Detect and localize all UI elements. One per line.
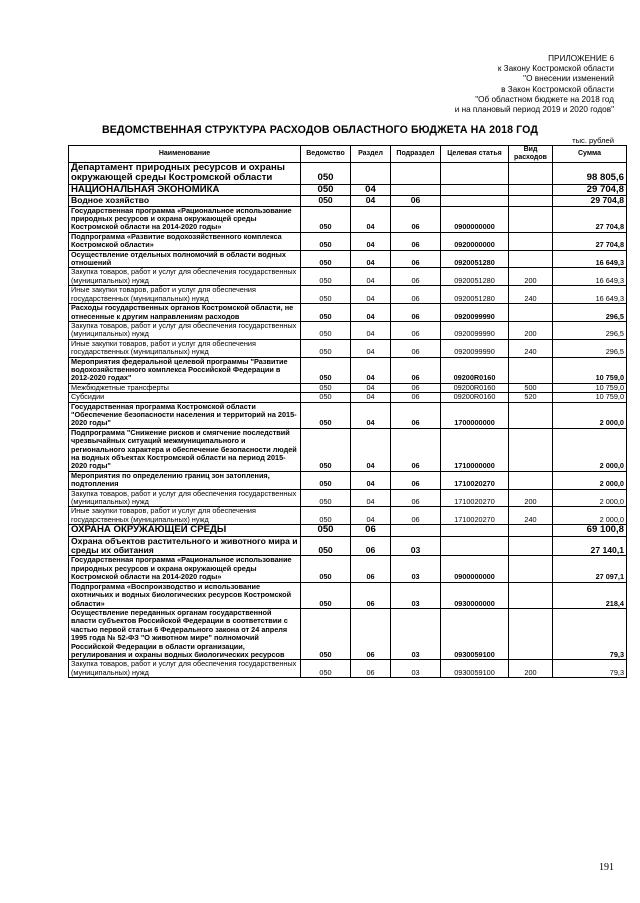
cell-razdel: 04 — [351, 206, 391, 232]
cell-summa: 218,4 — [553, 582, 627, 608]
cell-vid-rashodov — [509, 556, 553, 582]
cell-razdel: 04 — [351, 268, 391, 286]
cell-vid-rashodov — [509, 232, 553, 250]
cell-vid-rashodov: 200 — [509, 489, 553, 507]
cell-podrazdel — [391, 163, 441, 185]
cell-vedomstvo: 050 — [301, 660, 351, 678]
table-row — [69, 402, 627, 428]
cell-podrazdel: 03 — [391, 608, 441, 659]
cell-vedomstvo: 050 — [301, 582, 351, 608]
cell-summa: 27 704,8 — [553, 232, 627, 250]
cell-vid-rashodov — [509, 163, 553, 185]
cell-vid-rashodov: 240 — [509, 507, 553, 525]
cell-name: Закупка товаров, работ и услуг для обеспечения государственных (муниципальных) нужд — [69, 268, 301, 286]
cell-vedomstvo: 050 — [301, 163, 351, 185]
cell-vedomstvo: 050 — [301, 393, 351, 402]
table-row — [69, 232, 627, 250]
cell-celevaya-statya: 1710020270 — [441, 471, 509, 489]
cell-podrazdel: 06 — [391, 339, 441, 357]
appendix-line: и на плановый период 2019 и 2020 годов" — [454, 105, 614, 115]
table-row — [69, 163, 627, 185]
appendix-line: к Закону Костромской области — [497, 64, 614, 74]
cell-celevaya-statya — [441, 196, 509, 206]
cell-summa: 16 649,3 — [553, 286, 627, 304]
cell-razdel: 04 — [351, 286, 391, 304]
cell-razdel: 04 — [351, 196, 391, 206]
cell-vid-rashodov — [509, 206, 553, 232]
table-row — [69, 206, 627, 232]
cell-name: Подпрограмма «Развитие водохозяйственного комплекса Костромской области» — [69, 232, 301, 250]
cell-summa: 29 704,8 — [553, 196, 627, 206]
cell-celevaya-statya: 09200R0160 — [441, 383, 509, 392]
cell-vedomstvo: 050 — [301, 471, 351, 489]
cell-celevaya-statya: 1710000000 — [441, 428, 509, 471]
header-razdel: Раздел — [351, 146, 391, 163]
cell-podrazdel: 06 — [391, 268, 441, 286]
cell-podrazdel: 06 — [391, 232, 441, 250]
table-row — [69, 525, 627, 536]
cell-razdel — [351, 163, 391, 185]
cell-vedomstvo: 050 — [301, 196, 351, 206]
table-row — [69, 582, 627, 608]
cell-celevaya-statya: 0900000000 — [441, 556, 509, 582]
cell-name: Государственная программа «Рациональное использование природных ресурсов и охрана окружающей среды Костромской области на 2014-2020 годы» — [69, 556, 301, 582]
cell-vedomstvo: 050 — [301, 357, 351, 383]
cell-vedomstvo: 050 — [301, 507, 351, 525]
cell-podrazdel: 06 — [391, 196, 441, 206]
cell-vedomstvo: 050 — [301, 268, 351, 286]
cell-summa: 27 140,1 — [553, 536, 627, 556]
cell-vid-rashodov — [509, 608, 553, 659]
cell-vid-rashodov — [509, 357, 553, 383]
cell-name: Мероприятия федеральной целевой программы "Развитие водохозяйственного комплекса Российской Федерации в 2012-2020 годах" — [69, 357, 301, 383]
cell-podrazdel: 06 — [391, 507, 441, 525]
cell-vid-rashodov — [509, 582, 553, 608]
cell-vedomstvo: 050 — [301, 250, 351, 268]
cell-celevaya-statya: 0920051280 — [441, 250, 509, 268]
cell-celevaya-statya: 0920099990 — [441, 339, 509, 357]
cell-podrazdel — [391, 184, 441, 195]
cell-vedomstvo: 050 — [301, 383, 351, 392]
cell-vedomstvo: 050 — [301, 525, 351, 536]
cell-name: Иные закупки товаров, работ и услуг для обеспечения государственных (муниципальных) нужд — [69, 286, 301, 304]
cell-celevaya-statya: 1710020270 — [441, 489, 509, 507]
table-row — [69, 196, 627, 206]
cell-name: Охрана объектов растительного и животного мира и среды их обитания — [69, 536, 301, 556]
cell-name: Государственная программа «Рациональное использование природных ресурсов и охрана окружающей среды Костромской области на 2014-2020 годы» — [69, 206, 301, 232]
table-row — [69, 428, 627, 471]
cell-vid-rashodov — [509, 525, 553, 536]
cell-vedomstvo: 050 — [301, 489, 351, 507]
cell-summa: 2 000,0 — [553, 507, 627, 525]
cell-summa: 69 100,8 — [553, 525, 627, 536]
cell-razdel: 04 — [351, 232, 391, 250]
cell-vid-rashodov — [509, 304, 553, 322]
cell-name: Мероприятия по определению границ зон затопления, подтопления — [69, 471, 301, 489]
budget-table — [68, 145, 627, 678]
table-row — [69, 471, 627, 489]
cell-razdel: 04 — [351, 357, 391, 383]
cell-vedomstvo: 050 — [301, 206, 351, 232]
cell-razdel: 04 — [351, 184, 391, 195]
cell-summa: 10 759,0 — [553, 357, 627, 383]
cell-razdel: 04 — [351, 393, 391, 402]
cell-celevaya-statya — [441, 184, 509, 195]
cell-name: Закупка товаров, работ и услуг для обеспечения государственных (муниципальных) нужд — [69, 660, 301, 678]
header-summa: Сумма — [553, 146, 627, 163]
appendix-line: в Закон Костромской области — [501, 84, 614, 94]
cell-celevaya-statya: 09200R0160 — [441, 393, 509, 402]
cell-summa: 2 000,0 — [553, 428, 627, 471]
cell-razdel: 06 — [351, 660, 391, 678]
cell-vid-rashodov: 240 — [509, 286, 553, 304]
cell-celevaya-statya: 0930059100 — [441, 608, 509, 659]
cell-vid-rashodov — [509, 428, 553, 471]
table-row — [69, 286, 627, 304]
cell-vedomstvo: 050 — [301, 556, 351, 582]
cell-name: Иные закупки товаров, работ и услуг для обеспечения государственных (муниципальных) нужд — [69, 507, 301, 525]
cell-podrazdel: 06 — [391, 286, 441, 304]
cell-vedomstvo: 050 — [301, 286, 351, 304]
cell-podrazdel: 06 — [391, 428, 441, 471]
cell-celevaya-statya: 0920051280 — [441, 268, 509, 286]
cell-podrazdel: 06 — [391, 489, 441, 507]
cell-name: ОХРАНА ОКРУЖАЮЩЕЙ СРЕДЫ — [69, 525, 301, 536]
cell-summa: 16 649,3 — [553, 250, 627, 268]
cell-celevaya-statya: 0920051280 — [441, 286, 509, 304]
cell-summa: 29 704,8 — [553, 184, 627, 195]
cell-celevaya-statya — [441, 525, 509, 536]
table-header-row — [69, 146, 627, 163]
cell-razdel: 06 — [351, 608, 391, 659]
table-row — [69, 608, 627, 659]
cell-razdel: 06 — [351, 525, 391, 536]
cell-vedomstvo: 050 — [301, 304, 351, 322]
cell-celevaya-statya: 0920099990 — [441, 304, 509, 322]
table-row — [69, 660, 627, 678]
cell-razdel: 04 — [351, 383, 391, 392]
cell-name: Межбюджетные трансферты — [69, 383, 301, 392]
cell-name: Осуществление отдельных полномочий в области водных отношений — [69, 250, 301, 268]
cell-podrazdel: 06 — [391, 321, 441, 339]
cell-podrazdel: 03 — [391, 556, 441, 582]
cell-name: НАЦИОНАЛЬНАЯ ЭКОНОМИКА — [69, 184, 301, 195]
cell-celevaya-statya: 0900000000 — [441, 206, 509, 232]
cell-vedomstvo: 050 — [301, 321, 351, 339]
cell-podrazdel: 06 — [391, 206, 441, 232]
cell-name: Подпрограмма "Снижение рисков и смягчение последствий чрезвычайных ситуаций межмуниципального и регионального характера и обеспечение безопасности людей на водных объектах Костромской области на период 2015-2020 годы" — [69, 428, 301, 471]
cell-podrazdel: 06 — [391, 250, 441, 268]
cell-razdel: 06 — [351, 582, 391, 608]
cell-podrazdel: 06 — [391, 471, 441, 489]
table-row — [69, 507, 627, 525]
cell-razdel: 04 — [351, 250, 391, 268]
cell-name: Департамент природных ресурсов и охраны окружающей среды Костромской области — [69, 163, 301, 185]
cell-vid-rashodov — [509, 184, 553, 195]
cell-vid-rashodov — [509, 536, 553, 556]
cell-summa: 2 000,0 — [553, 471, 627, 489]
cell-razdel: 06 — [351, 556, 391, 582]
cell-podrazdel: 03 — [391, 582, 441, 608]
cell-summa: 2 000,0 — [553, 489, 627, 507]
cell-razdel: 04 — [351, 428, 391, 471]
cell-podrazdel: 06 — [391, 393, 441, 402]
cell-celevaya-statya: 09200R0160 — [441, 357, 509, 383]
cell-razdel: 04 — [351, 471, 391, 489]
table-row — [69, 357, 627, 383]
cell-vid-rashodov — [509, 471, 553, 489]
cell-name: Подпрограмма «Воспроизводство и использование охотничьих и водных биологических ресурсов Костромской области» — [69, 582, 301, 608]
table-row — [69, 393, 627, 402]
cell-summa: 79,3 — [553, 608, 627, 659]
cell-vid-rashodov — [509, 250, 553, 268]
cell-razdel: 04 — [351, 321, 391, 339]
cell-celevaya-statya: 1710020270 — [441, 507, 509, 525]
cell-summa: 2 000,0 — [553, 402, 627, 428]
table-row — [69, 556, 627, 582]
cell-summa: 296,5 — [553, 304, 627, 322]
cell-vedomstvo: 050 — [301, 232, 351, 250]
cell-summa: 16 649,3 — [553, 268, 627, 286]
cell-razdel: 04 — [351, 489, 391, 507]
table-row — [69, 383, 627, 392]
appendix-line: "О внесении изменений — [523, 74, 614, 84]
cell-razdel: 04 — [351, 507, 391, 525]
table-row — [69, 268, 627, 286]
cell-name: Субсидии — [69, 393, 301, 402]
cell-vid-rashodov: 500 — [509, 383, 553, 392]
cell-vid-rashodov — [509, 402, 553, 428]
cell-name: Осуществление переданных органам государственной власти субъектов Российской Федерации в соответствии с частью первой статьи 6 Федерального закона от 24 апреля 1995 года № 52-ФЗ "О животном мире" полномочий Российской Федерации в области организации, регулирования и охраны водных биологических ресурсов — [69, 608, 301, 659]
cell-podrazdel: 06 — [391, 357, 441, 383]
cell-vedomstvo: 050 — [301, 402, 351, 428]
cell-vid-rashodov: 200 — [509, 321, 553, 339]
cell-razdel: 04 — [351, 304, 391, 322]
cell-vid-rashodov — [509, 196, 553, 206]
cell-name: Закупка товаров, работ и услуг для обеспечения государственных (муниципальных) нужд — [69, 489, 301, 507]
header-vid-rashodov: Вид расходов — [509, 146, 553, 163]
table-row — [69, 304, 627, 322]
table-row — [69, 184, 627, 195]
header-celevaya-statya: Целевая статья — [441, 146, 509, 163]
cell-summa: 10 759,0 — [553, 393, 627, 402]
cell-celevaya-statya: 0920000000 — [441, 232, 509, 250]
cell-razdel: 06 — [351, 536, 391, 556]
cell-vedomstvo: 050 — [301, 428, 351, 471]
header-name: Наименование — [69, 146, 301, 163]
table-row — [69, 339, 627, 357]
cell-summa: 27 097,1 — [553, 556, 627, 582]
cell-razdel: 04 — [351, 339, 391, 357]
cell-vedomstvo: 050 — [301, 608, 351, 659]
header-vedomstvo: Ведомство — [301, 146, 351, 163]
table-row — [69, 536, 627, 556]
cell-celevaya-statya — [441, 163, 509, 185]
cell-celevaya-statya — [441, 536, 509, 556]
cell-summa: 79,3 — [553, 660, 627, 678]
cell-name: Государственная программа Костромской области "Обеспечение безопасности населения и территорий на 2015-2020 годы" — [69, 402, 301, 428]
appendix-heading — [455, 54, 614, 115]
appendix-line: "Об областном бюджете на 2018 год — [475, 94, 614, 104]
cell-name: Расходы государственных органов Костромской области, не отнесенные к другим направлениям расходов — [69, 304, 301, 322]
cell-vedomstvo: 050 — [301, 184, 351, 195]
cell-podrazdel: 03 — [391, 536, 441, 556]
cell-podrazdel: 06 — [391, 304, 441, 322]
cell-podrazdel: 06 — [391, 383, 441, 392]
cell-name: Водное хозяйство — [69, 196, 301, 206]
cell-vedomstvo: 050 — [301, 536, 351, 556]
cell-podrazdel: 03 — [391, 660, 441, 678]
page-title: ВЕДОМСТВЕННАЯ СТРУКТУРА РАСХОДОВ ОБЛАСТНОГО БЮДЖЕТА НА 2018 ГОД — [102, 124, 538, 136]
cell-summa: 296,5 — [553, 321, 627, 339]
cell-vid-rashodov: 240 — [509, 339, 553, 357]
cell-name: Иные закупки товаров, работ и услуг для обеспечения государственных (муниципальных) нужд — [69, 339, 301, 357]
cell-summa: 27 704,8 — [553, 206, 627, 232]
cell-vid-rashodov: 200 — [509, 660, 553, 678]
cell-podrazdel: 06 — [391, 402, 441, 428]
cell-celevaya-statya: 0930000000 — [441, 582, 509, 608]
cell-vid-rashodov: 520 — [509, 393, 553, 402]
table-row — [69, 250, 627, 268]
cell-celevaya-statya: 0930059100 — [441, 660, 509, 678]
header-podrazdel: Подраздел — [391, 146, 441, 163]
cell-name: Закупка товаров, работ и услуг для обеспечения государственных (муниципальных) нужд — [69, 321, 301, 339]
page-number: 191 — [599, 862, 614, 873]
units-label: тыс. рублей — [572, 136, 614, 145]
table-row — [69, 321, 627, 339]
cell-summa: 10 759,0 — [553, 383, 627, 392]
cell-podrazdel — [391, 525, 441, 536]
cell-celevaya-statya: 1700000000 — [441, 402, 509, 428]
cell-summa: 296,5 — [553, 339, 627, 357]
cell-celevaya-statya: 0920099990 — [441, 321, 509, 339]
cell-summa: 98 805,6 — [553, 163, 627, 185]
cell-vedomstvo: 050 — [301, 339, 351, 357]
appendix-line: ПРИЛОЖЕНИЕ 6 — [548, 54, 614, 63]
cell-vid-rashodov: 200 — [509, 268, 553, 286]
table-row — [69, 489, 627, 507]
cell-razdel: 04 — [351, 402, 391, 428]
